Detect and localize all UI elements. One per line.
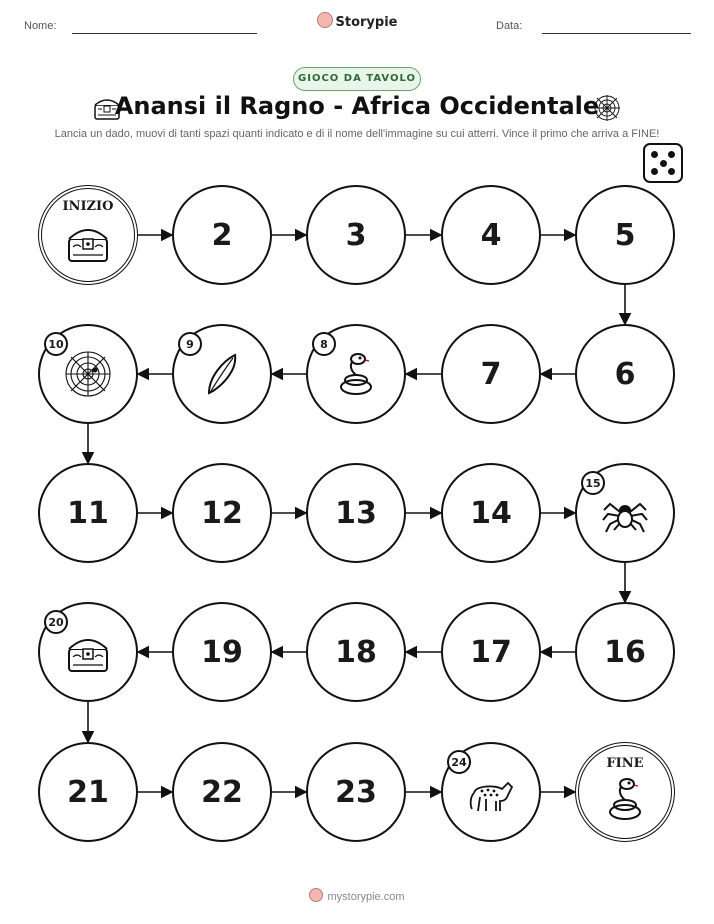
finish-space — [575, 742, 675, 842]
board-space-13 — [306, 463, 406, 563]
space-number: 21 — [67, 774, 109, 810]
board-space-19 — [172, 602, 272, 702]
space-number: 11 — [67, 495, 109, 531]
space-number: 6 — [614, 356, 636, 392]
board-space-24 — [441, 742, 541, 842]
board-space-17 — [441, 602, 541, 702]
brand-name: Storypie — [335, 15, 398, 30]
space-number: 5 — [614, 217, 636, 253]
board-space-10 — [38, 324, 138, 424]
board-space-3 — [306, 185, 406, 285]
space-number-badge: 15 — [581, 471, 605, 495]
space-label: INIZIO — [62, 199, 114, 214]
footer — [0, 888, 714, 903]
page-title: Anansi il Ragno - Africa Occidentale — [114, 92, 600, 120]
treasure-chest-icon — [63, 217, 113, 267]
board-space-9 — [172, 324, 272, 424]
space-number-badge: 20 — [44, 610, 68, 634]
board-space-20 — [38, 602, 138, 702]
space-number: 22 — [201, 774, 243, 810]
space-number-badge: 9 — [178, 332, 202, 356]
board-space-7 — [441, 324, 541, 424]
space-number: 2 — [211, 217, 233, 253]
space-number: 19 — [201, 634, 243, 670]
snake-icon — [331, 349, 381, 399]
board-space-16 — [575, 602, 675, 702]
spider-icon — [600, 488, 650, 538]
board-space-14 — [441, 463, 541, 563]
space-number: 18 — [335, 634, 377, 670]
space-number-badge: 24 — [447, 750, 471, 774]
space-number-badge: 8 — [312, 332, 336, 356]
space-number: 4 — [480, 217, 502, 253]
board-space-15 — [575, 463, 675, 563]
board-space-12 — [172, 463, 272, 563]
board-space-6 — [575, 324, 675, 424]
board-space-22 — [172, 742, 272, 842]
space-number: 12 — [201, 495, 243, 531]
board-space-23 — [306, 742, 406, 842]
feather-icon — [197, 349, 247, 399]
space-number-badge: 10 — [44, 332, 68, 356]
start-space — [38, 185, 138, 285]
space-number: 13 — [335, 495, 377, 531]
board-space-5 — [575, 185, 675, 285]
space-number: 16 — [604, 634, 646, 670]
board-space-18 — [306, 602, 406, 702]
board-space-2 — [172, 185, 272, 285]
space-number: 14 — [470, 495, 512, 531]
board-space-21 — [38, 742, 138, 842]
date-label: Data: — [496, 20, 523, 32]
spider-web-icon — [63, 349, 113, 399]
board-space-11 — [38, 463, 138, 563]
space-number: 23 — [335, 774, 377, 810]
board-space-8 — [306, 324, 406, 424]
space-number: 17 — [470, 634, 512, 670]
snake-icon — [600, 774, 650, 824]
space-number: 3 — [345, 217, 367, 253]
space-number: 7 — [480, 356, 502, 392]
leopard-icon — [466, 767, 516, 817]
board-space-4 — [441, 185, 541, 285]
space-label: FINE — [606, 756, 644, 771]
category-badge: GIOCO DA TAVOLO — [293, 67, 421, 91]
instructions: Lancia un dado, muovi di tanti spazi quanti indicato e di il nome dell'immagine su cui atterri. Vince il primo che arriva a FINE! — [54, 128, 660, 140]
storypie-logo-icon — [309, 888, 323, 902]
footer-url: mystorypie.com — [327, 891, 405, 903]
name-label: Nome: — [24, 20, 57, 32]
treasure-chest-icon — [63, 627, 113, 677]
